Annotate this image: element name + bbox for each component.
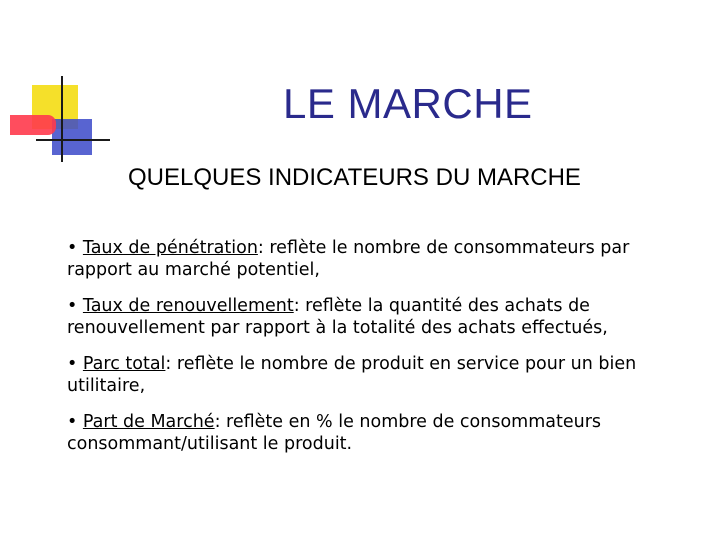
decorative-logo (0, 0, 110, 170)
logo-vertical-line (61, 76, 63, 162)
logo-red-bar (10, 115, 56, 135)
bullet-icon: • (67, 296, 78, 316)
indicator-term: Taux de pénétration (82, 238, 258, 258)
indicator-item (67, 295, 677, 339)
logo-horizontal-line (36, 139, 110, 141)
indicator-term: Parc total (82, 354, 166, 374)
indicator-term: Taux de renouvellement (82, 296, 294, 316)
indicator-item (67, 237, 677, 281)
bullet-icon: • (67, 354, 78, 374)
indicator-term: Part de Marché (82, 412, 215, 432)
indicator-definition: : reflète la quantité des achats de renouvellement par rapport à la totalité des achats effectués, (67, 296, 608, 338)
indicator-item (67, 411, 677, 455)
bullet-icon: • (67, 238, 78, 258)
bullet-icon: • (67, 412, 78, 432)
indicator-item (67, 353, 677, 397)
indicator-list (67, 237, 677, 469)
slide-title: LE MARCHE (283, 80, 533, 127)
indicator-definition: : reflète le nombre de produit en service pour un bien utilitaire, (67, 354, 637, 396)
slide-subtitle: QUELQUES INDICATEURS DU MARCHE (128, 164, 581, 191)
indicator-definition: : reflète en % le nombre de consommateurs consommant/utilisant le produit. (67, 412, 602, 454)
logo-blue-square (52, 119, 92, 155)
indicator-definition: : reflète le nombre de consommateurs par rapport au marché potentiel, (67, 238, 630, 280)
